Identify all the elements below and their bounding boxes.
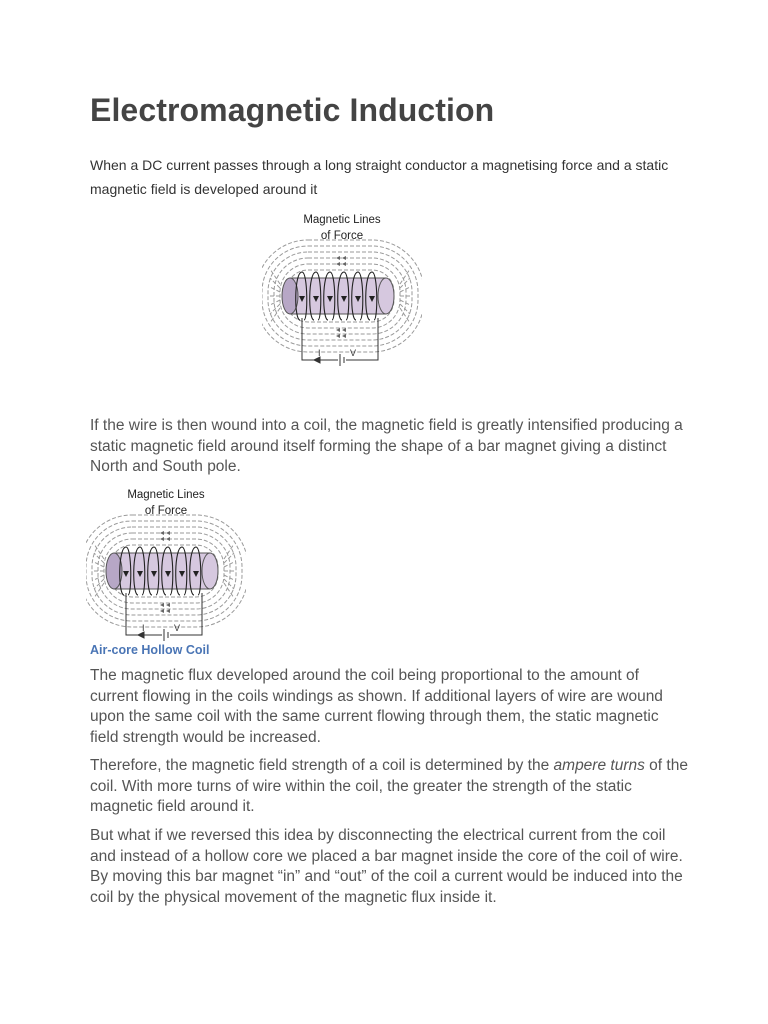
field-line: [94, 579, 104, 589]
coil-diagram-1: [262, 208, 422, 378]
figure2-label-line2: of Force: [144, 505, 188, 517]
figure2-caption: Air-core Hollow Coil: [90, 643, 210, 657]
field-line: [94, 575, 104, 580]
ampere-turns-emphasis: ampere turns: [553, 757, 645, 774]
field-line: [270, 304, 280, 314]
battery-circuit: [302, 318, 378, 366]
field-arrow: [160, 609, 164, 613]
figure1-label-line2: of Force: [320, 230, 364, 242]
coil-illustration: [86, 483, 246, 653]
field-arrow: [342, 328, 346, 332]
field-line: [270, 300, 280, 305]
paragraph-flux-proportional: The magnetic flux developed around the coil being proportional to the amount of current flowing in the coils windings as shown. If additional layers of wire are wound upon the same coil with the same current flowing through them, the static magnetic field strength would be increased.: [90, 667, 663, 746]
intro-paragraph: When a DC current passes through a long straight conductor a magnetising force and a static magnetic field is developed around it: [90, 157, 669, 197]
field-line: [94, 553, 104, 563]
paragraph-bar-magnet: But what if we reversed this idea by disconnecting the electrical current from the coil and instead of a hollow core we placed a bar magnet inside the core of the coil of wire. By moving this bar magnet “in” and “out” of the coil a current would be induced into the coil by the physical movement of the magnetic flux inside it.: [90, 827, 683, 906]
field-arrow: [166, 609, 170, 613]
field-line: [224, 562, 234, 567]
ampere-turns-text-before: Therefore, the magnetic field strength of a coil is determined by the: [90, 757, 554, 774]
field-arrow: [342, 334, 346, 338]
coil-end: [378, 278, 394, 314]
page-title: Electromagnetic Induction: [90, 92, 495, 128]
field-line: [400, 287, 410, 292]
coil-diagram-2: [86, 483, 246, 653]
battery-circuit: [126, 593, 202, 641]
field-line: [400, 278, 410, 288]
field-arrow: [336, 262, 340, 266]
figure1-current-label: I: [318, 348, 321, 358]
field-arrow: [336, 334, 340, 338]
coil-body: [106, 547, 218, 595]
field-arrow: [336, 256, 340, 260]
field-line: [224, 553, 234, 563]
coil-body: [282, 272, 394, 320]
ampere-turns-text-after: of the coil. With more turns of wire within the coil, the greater the strength of the static magnetic field around it.: [90, 757, 688, 815]
field-arrow: [336, 328, 340, 332]
coil-end: [202, 553, 218, 589]
field-line: [270, 278, 280, 288]
field-line: [400, 304, 410, 314]
field-line: [270, 287, 280, 292]
field-arrow: [342, 262, 346, 266]
paragraph-ampere-turns: [90, 756, 690, 818]
field-line: [224, 579, 234, 589]
figure2-label-line1: Magnetic Lines: [127, 489, 205, 501]
field-arrow: [160, 531, 164, 535]
field-arrow: [166, 603, 170, 607]
field-line: [94, 562, 104, 567]
figure1-label-line1: Magnetic Lines: [303, 214, 381, 226]
coil-illustration: [262, 208, 422, 378]
figure1-voltage-label: V: [350, 348, 357, 358]
field-arrow: [342, 256, 346, 260]
field-arrow: [166, 537, 170, 541]
figure2-voltage-label: V: [174, 623, 181, 633]
field-line: [224, 575, 234, 580]
field-arrow: [160, 537, 164, 541]
field-line: [400, 300, 410, 305]
field-arrow: [166, 531, 170, 535]
field-arrow: [160, 603, 164, 607]
paragraph-coil-intensified: If the wire is then wound into a coil, the magnetic field is greatly intensified producing a static magnetic field around itself forming the shape of a bar magnet giving a distinct North and South pole.: [90, 417, 683, 475]
figure2-current-label: I: [142, 623, 145, 633]
